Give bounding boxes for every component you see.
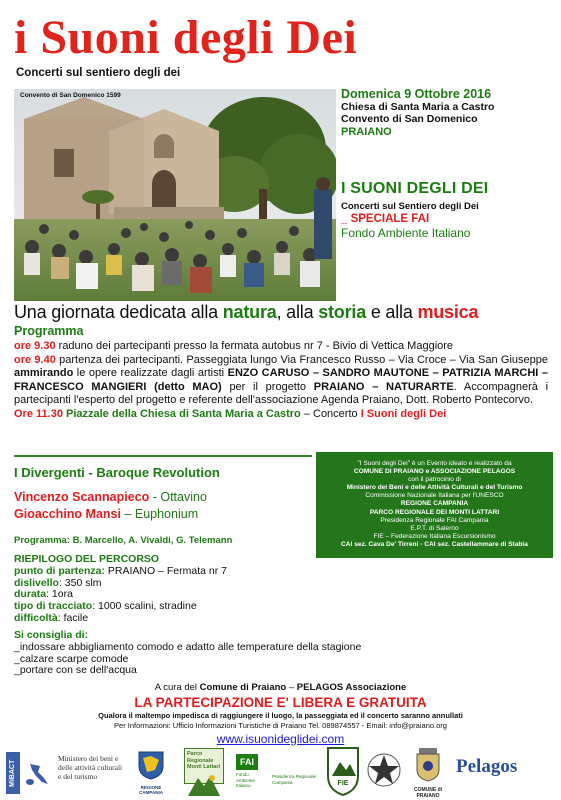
mibact-abbr: MiBACT [6, 752, 20, 794]
organizer-pelagos: PELAGOS Associazione [296, 682, 407, 693]
fai-text: Fondo Ambiente Italiano [236, 772, 256, 788]
mountains-icon [188, 772, 220, 796]
programma-line-2b: ammirando [14, 367, 74, 380]
programma-line-1 [14, 340, 548, 354]
programma-line-2c: le opere realizzate dagli artisti [73, 367, 228, 380]
fie-text: FIE [337, 780, 349, 787]
photo-caption: Convento di San Domenico 1599 [20, 92, 121, 99]
headline [14, 302, 478, 323]
fai-title: I SUONI DEGLI DEI [341, 180, 489, 197]
music-group: I Divergenti - Baroque Revolution [14, 465, 220, 480]
route-duration-value: : 1ora [46, 588, 73, 601]
box-line-5: REGIONE CAMPANIA [400, 500, 469, 508]
convent-photo [14, 89, 336, 301]
musician-2-instrument: – Euphonium [120, 507, 199, 521]
mibact-text: Ministero dei beni e delle attività culturali e del turismo [58, 754, 123, 781]
pelagos-logo [456, 756, 556, 786]
weather-notice: Qualora il maltempo impedisca di raggiungere il luogo, la passeggiata ed il concerto saranno annullati [98, 711, 463, 720]
fai-subtitle: Concerti sul Sentiero degli Dei [341, 201, 479, 212]
box-line-10: CAI sez. Cava De' Tirreni - CAI sez. Castellammare di Stabia [341, 540, 528, 548]
box-line-3: Ministero dei Beni e delle Attività Culturali e del Turismo [346, 484, 523, 492]
headline-natura: natura [222, 302, 277, 322]
comune-praiano-logo [404, 748, 452, 798]
cai-logo [366, 752, 402, 792]
musician-1 [14, 490, 314, 504]
advice-item: _calzare scarpe comode [14, 652, 129, 665]
event-place: PRAIANO [341, 125, 392, 138]
route-duration-label: durata [14, 588, 47, 601]
page-subtitle: Concerti sul sentiero degli dei [16, 67, 181, 79]
route-summary [14, 554, 314, 625]
advice-list [14, 630, 394, 677]
parco-text: Parco Regionale Monti Lattari [184, 748, 224, 784]
event-date: Domenica 9 Ottobre 2016 [341, 87, 492, 101]
musician-1-name: Vincenzo Scannapieco [14, 490, 150, 504]
programma-line-2a: partenza dei partecipanti. Passeggiata lungo Via Francesco Russo – Via Croce – Via San Giuseppe [55, 353, 548, 366]
fai-block [341, 180, 556, 240]
event-info [341, 88, 551, 138]
sponsor-logos [0, 746, 561, 800]
box-line-4: Commissione Nazionale Italiana per l'UNESCO [365, 492, 504, 500]
advice-title: Si consiglia di: [14, 629, 89, 641]
campania-shield-icon [137, 750, 165, 780]
cai-star-icon [366, 752, 402, 788]
organizer-prefix: A cura del [154, 682, 200, 693]
organizer-comune: Comune di Praiano [199, 682, 287, 693]
programma-line-3b: – Concerto [300, 407, 361, 420]
route-difficulty [14, 613, 314, 625]
route-elevation-value: : 350 slm [58, 576, 102, 589]
time-3: Ore 11.30 [14, 407, 63, 420]
fai-abbr: FAI [236, 754, 258, 770]
advice-item: _portare con se dell'acqua [14, 664, 137, 677]
event-church: Chiesa di Santa Maria a Castro [341, 100, 495, 113]
concert-name: I Suoni degli Dei [360, 407, 447, 420]
programma-text [14, 340, 548, 422]
route-difficulty-value: : facile [57, 611, 89, 624]
regione-campania-logo [130, 750, 172, 798]
musician-1-instrument: - Ottavino [149, 490, 207, 504]
event-convent: Convento di San Domenico [341, 113, 478, 125]
contact-info: Per Informazioni: Ufficio Informazioni Turistiche di Praiano Tel. 089874557 - Email: info@praiano.org [114, 721, 447, 730]
headline-musica: musica [417, 302, 479, 322]
box-line-2: con il patrocinio di [408, 476, 461, 484]
box-line-8: E.P.T. di Salerno [410, 524, 459, 532]
box-line-1b: COMUNE DI PRAIANO e ASSOCIAZIONE PELAGOS [353, 468, 516, 476]
music-block [14, 465, 314, 546]
fai-logo [236, 750, 326, 794]
advice-item: _indossare abbigliamento comodo e adatto alle temperature della stagione [14, 640, 362, 653]
organizer-line [0, 682, 561, 693]
route-type-label: tipo di tracciato [14, 600, 93, 613]
fie-logo [326, 746, 360, 798]
website-link[interactable]: www.isuonideglidei.com [216, 732, 345, 746]
fai-presidenza: Presidenza Regionale Campania [272, 774, 317, 785]
praiano-crest-icon [415, 748, 441, 782]
headline-prefix: Una giornata dedicata alla [14, 302, 223, 322]
pelagos-text: Pelagos [456, 756, 518, 777]
fie-shield-icon [326, 746, 360, 796]
programma-label: Programma [14, 324, 84, 338]
artists: ENZO CARUSO – SANDRO MAUTONE – PATRIZIA MARCHI – FRANCESCO MANGIERI (detto MAO) [14, 367, 548, 393]
route-difficulty-label: difficoltà [14, 611, 58, 624]
box-line-9: FIE – Federazione Italiana Escursionismo [373, 532, 496, 540]
footer [0, 682, 561, 746]
programma-line-3 [14, 408, 548, 422]
route-summary-title: RIEPILOGO DEL PERCORSO [14, 553, 160, 565]
headline-sep2: e alla [366, 302, 418, 322]
music-program: Programma: B. Marcello, A. Vivaldi, G. Telemann [14, 535, 233, 546]
time-2: ore 9.40 [14, 353, 56, 366]
headline-storia: storia [318, 302, 367, 322]
box-line-7: Presidenza Regionale FAI Campania [380, 516, 489, 524]
box-line-1a: "I Suoni degli Dei" è un Evento ideato e realizzato da [357, 460, 512, 467]
programma-line-2g: . Accompagnerà i partecipanti l'esperto del progetto e referente dell'associazione Agenda Praiano, Dott. Roberto Pontecorvo. [14, 380, 549, 407]
headline-sep1: , alla [276, 302, 319, 322]
route-start-value: PRAIANO – Fermata nr 7 [105, 564, 227, 577]
section-divider [14, 455, 312, 457]
time-1: ore 9.30 [14, 340, 56, 352]
patronage-box [316, 452, 553, 558]
programma-line-2e: per il progetto [221, 380, 314, 393]
programma-line-1-text: raduno dei partecipanti presso la fermata autobus nr 7 - Bivio di Vettica Maggiore [55, 340, 454, 352]
organizer-sep: – [286, 682, 297, 693]
box-line-6: PARCO REGIONALE DEI MONTI LATTARI [369, 508, 500, 516]
parco-logo [184, 748, 224, 798]
musician-2-name: Gioacchino Mansi [14, 507, 121, 521]
route-type-value: : 1000 scalini, stradine [92, 600, 197, 613]
musician-2 [14, 507, 314, 521]
italy-map-icon [22, 762, 52, 788]
fai-special: _ SPECIALE FAI [341, 213, 430, 225]
regione-campania-text: REGIONE CAMPANIA [139, 785, 163, 795]
route-start-label: punto di partenza: [14, 564, 105, 577]
concert-place: Piazzale della Chiesa di Santa Maria a Castro [62, 407, 301, 420]
comune-praiano-text: COMUNE di PRAIANO [413, 787, 443, 799]
mibact-logo [6, 752, 124, 796]
page-title: i Suoni degli Dei [14, 11, 358, 64]
fai-fondo: Fondo Ambiente Italiano [341, 226, 471, 240]
programma-line-2 [14, 354, 548, 408]
free-participation: LA PARTECIPAZIONE E' LIBERA E GRATUITA [134, 695, 427, 710]
project-name: PRAIANO – NATURARTE [313, 380, 454, 393]
route-elevation-label: dislivello [14, 576, 59, 589]
